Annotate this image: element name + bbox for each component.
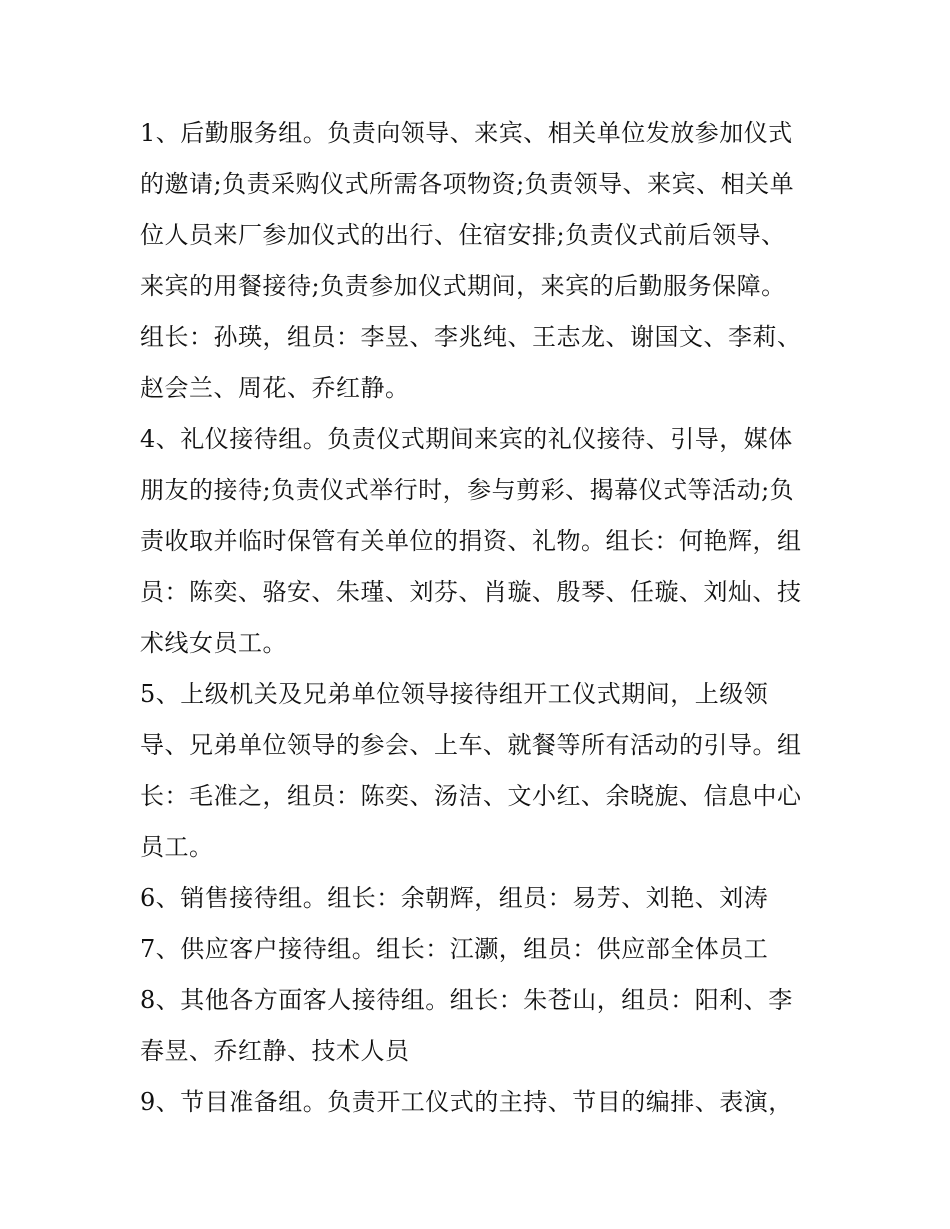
text-line-8: 朋友的接待;负责仪式举行时，参与剪彩、揭幕仪式等活动;负: [140, 476, 795, 504]
text-line-2: 的邀请;负责采购仪式所需各项物资;负责领导、来宾、相关单: [140, 170, 795, 198]
text-line-19: 春昱、乔红静、技术人员: [140, 1037, 410, 1065]
text-line-5: 组长：孙瑛，组员：李昱、李兆纯、王志龙、谢国文、李莉、: [140, 323, 802, 351]
text-line-18: 8、其他各方面客人接待组。组长：朱苍山，组员：阳利、李: [140, 986, 793, 1014]
text-line-1: 1、后勤服务组。负责向领导、来宾、相关单位发放参加仪式: [140, 119, 793, 147]
text-line-20: 9、节目准备组。负责开工仪式的主持、节目的编排、表演，: [140, 1088, 793, 1116]
text-line-3: 位人员来厂参加仪式的出行、住宿安排;负责仪式前后领导、: [140, 221, 786, 249]
text-line-9: 责收取并临时保管有关单位的捐资、礼物。组长：何艳辉，组: [140, 527, 802, 555]
text-line-14: 长：毛准之，组员：陈奕、汤洁、文小红、余晓旎、信息中心: [140, 782, 802, 810]
text-line-16: 6、销售接待组。组长：余朝辉，组员：易芳、刘艳、刘涛: [140, 884, 769, 912]
text-line-7: 4、礼仪接待组。负责仪式期间来宾的礼仪接待、引导，媒体: [140, 425, 793, 453]
text-line-10: 员：陈奕、骆安、朱瑾、刘芬、肖璇、殷琴、任璇、刘灿、技: [140, 578, 802, 606]
text-line-4: 来宾的用餐接待;负责参加仪式期间，来宾的后勤服务保障。: [140, 272, 786, 300]
text-line-17: 7、供应客户接待组。组长：江灏，组员：供应部全体员工: [140, 935, 769, 963]
document-body: [140, 108, 820, 1128]
text-line-13: 导、兄弟单位领导的参会、上车、就餐等所有活动的引导。组: [140, 731, 802, 759]
text-line-6: 赵会兰、周花、乔红静。: [140, 374, 410, 402]
text-line-12: 5、上级机关及兄弟单位领导接待组开工仪式期间，上级领: [140, 680, 769, 708]
text-line-11: 术线女员工。: [140, 629, 287, 657]
text-line-15: 员工。: [140, 833, 214, 861]
